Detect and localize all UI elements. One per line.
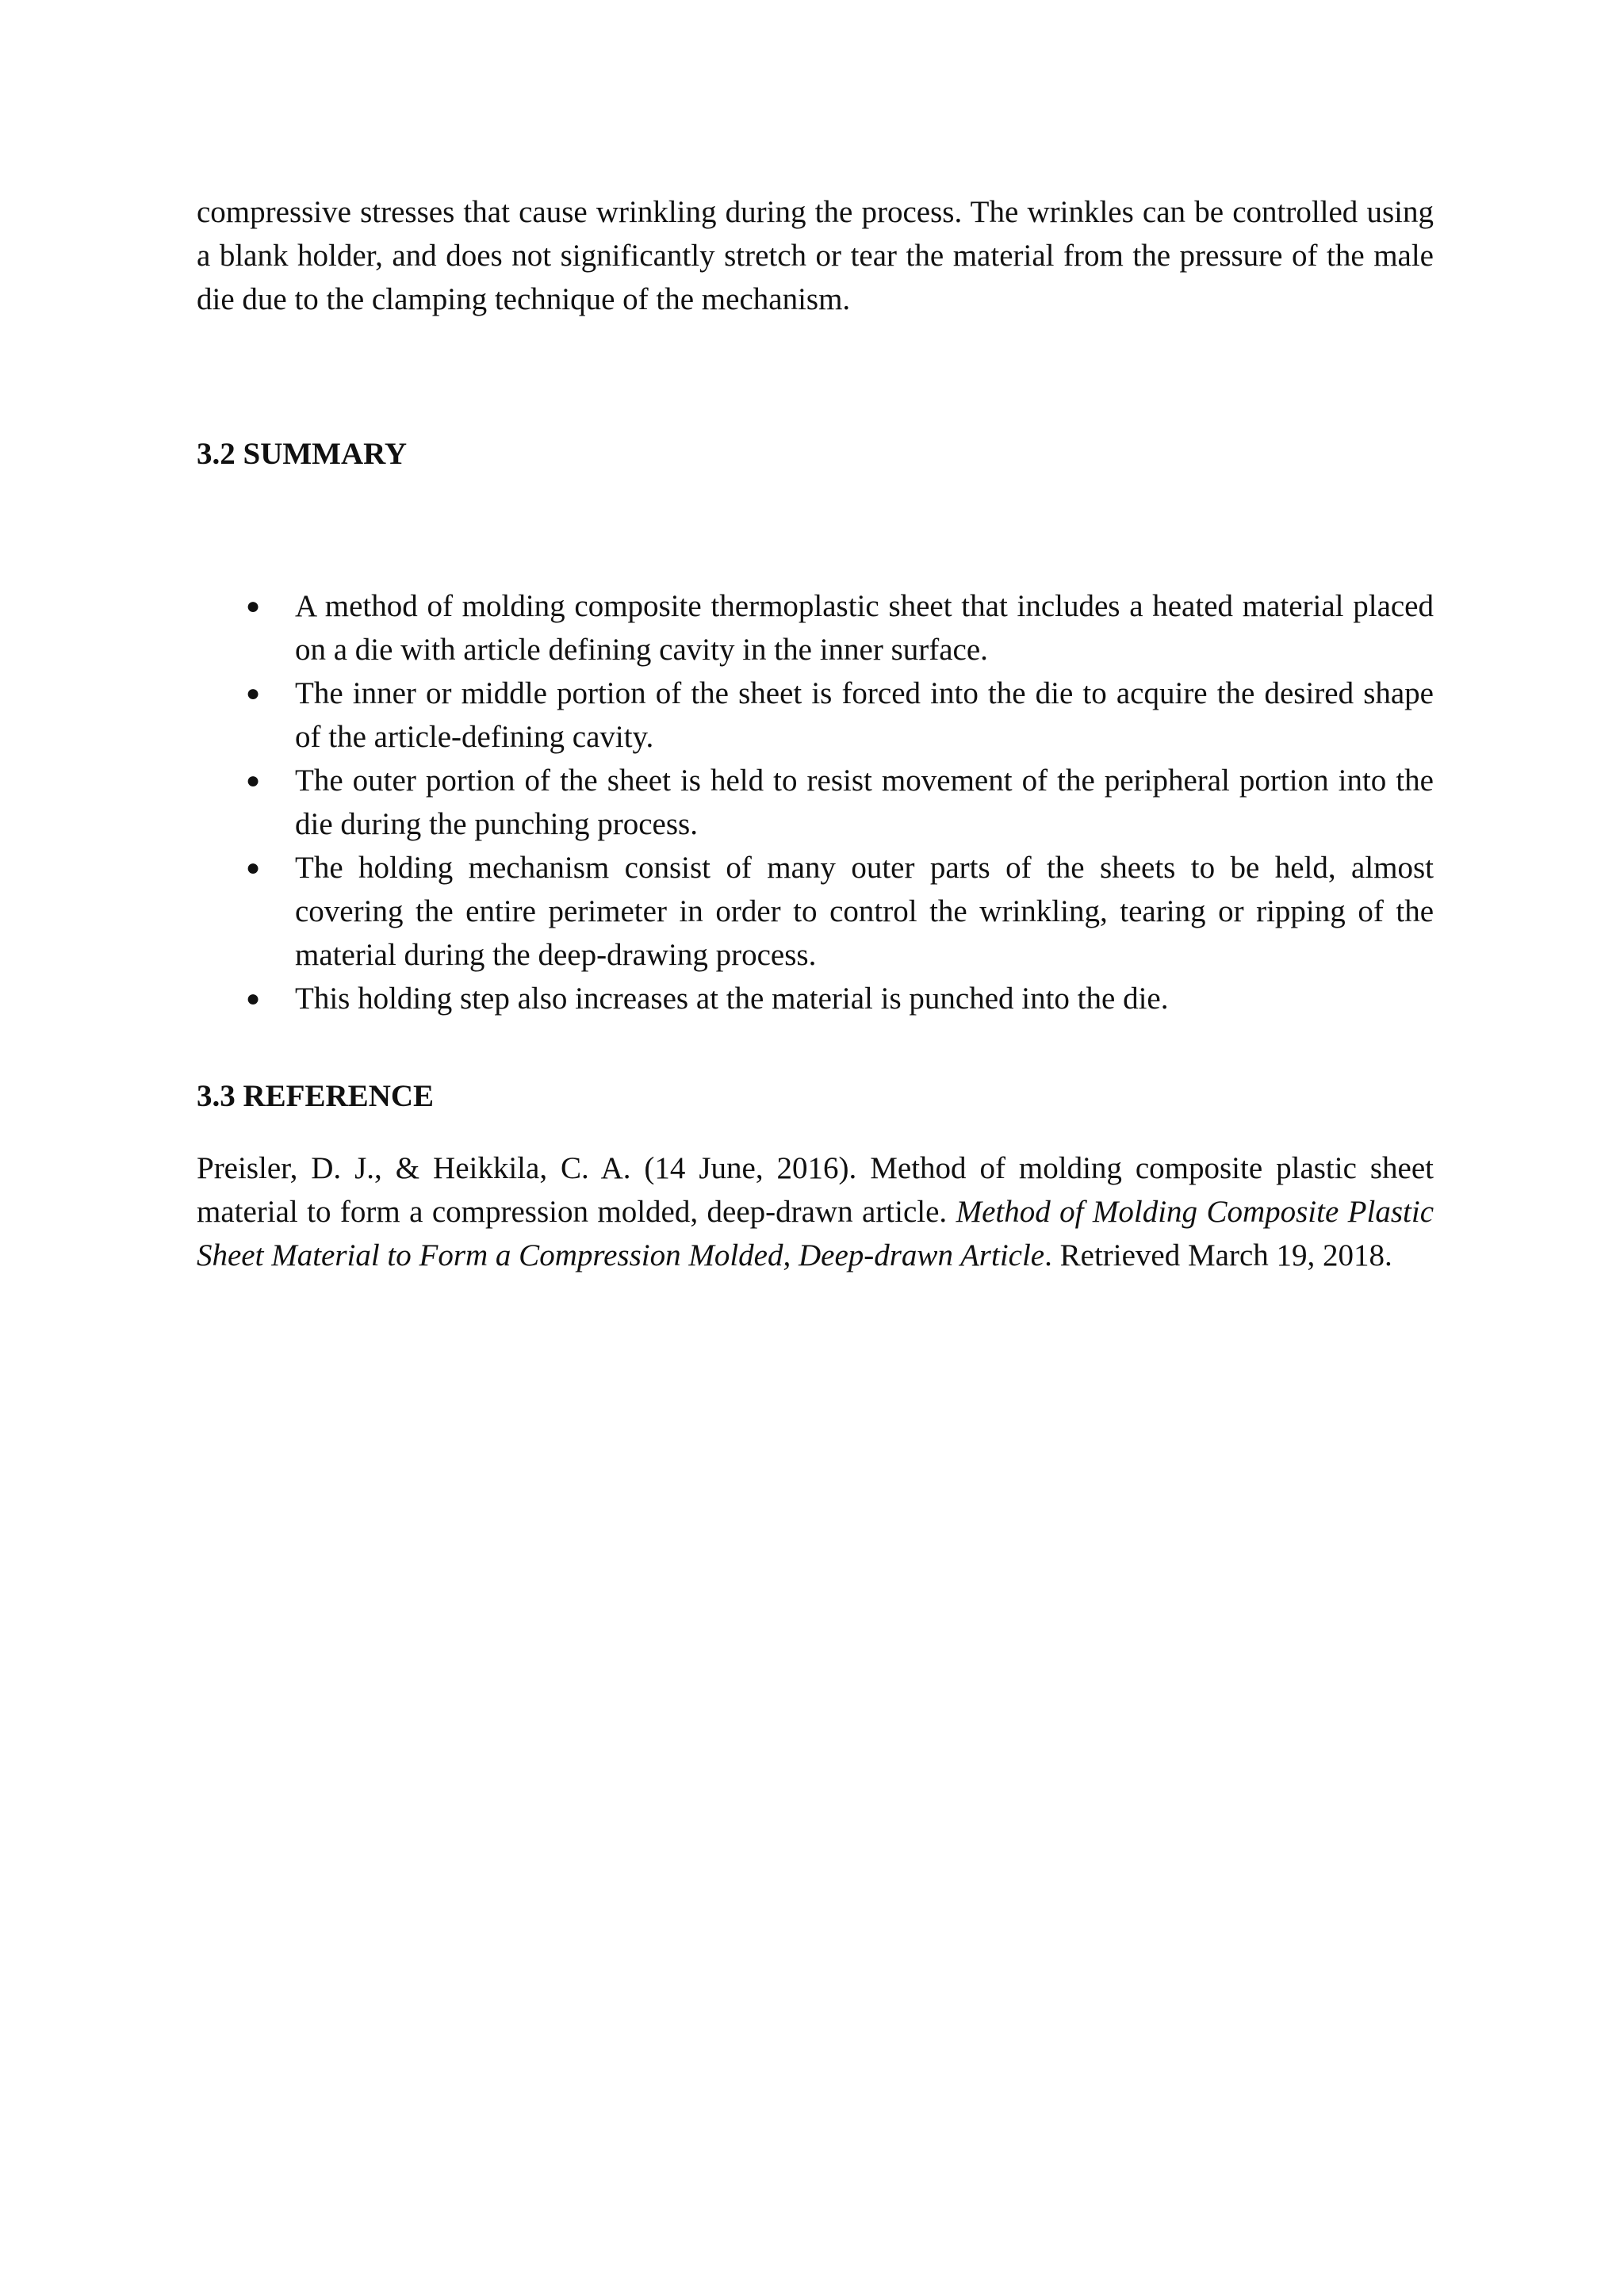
list-item-text: The outer portion of the sheet is held to resist movement of the peripheral portion into the die during the punching process. — [295, 763, 1434, 841]
reference-citation — [197, 1146, 1434, 1277]
list-item-text: This holding step also increases at the material is punched into the die. — [295, 982, 1169, 1016]
list-item-text: The inner or middle portion of the sheet is forced into the die to acquire the desired shape of the article-defining cavity. — [295, 676, 1434, 754]
intro-paragraph: compressive stresses that cause wrinkling during the process. The wrinkles can be controlled using a blank holder, and does not significantly stretch or tear the material from the pressure of the male die due to the clamping technique of the mechanism. — [197, 195, 1434, 316]
list-item-text: The holding mechanism consist of many outer parts of the sheets to be held, almost covering the entire perimeter in order to control the wrinkling, tearing or ripping of the material during the deep-drawing process. — [295, 851, 1434, 972]
summary-list — [197, 584, 1434, 1020]
list-item — [197, 759, 1434, 846]
summary-heading: 3.2 SUMMARY — [197, 437, 408, 471]
citation-source-title: Method of Molding Composite Plastic Sheet Material to Form a Compression Molded, Deep-drawn Article — [197, 1195, 1434, 1272]
citation-authors-and-title: Preisler, D. J., & Heikkila, C. A. (14 June, 2016). Method of molding composite plastic sheet material to form a compression molded, deep-drawn article. — [197, 1151, 1434, 1229]
document-page — [197, 190, 1434, 1277]
bullet-icon: ● — [246, 680, 261, 706]
list-item — [197, 672, 1434, 759]
bullet-icon: ● — [246, 855, 261, 881]
bullet-icon: ● — [246, 593, 261, 619]
citation-retrieved: . Retrieved March 19, 2018. — [1044, 1238, 1392, 1272]
list-item — [197, 977, 1434, 1020]
list-item — [197, 584, 1434, 672]
bullet-icon: ● — [246, 985, 261, 1012]
reference-heading: 3.3 REFERENCE — [197, 1079, 435, 1113]
list-item-text: A method of molding composite thermoplastic sheet that includes a heated material placed on a die with article defining cavity in the inner surface. — [295, 589, 1434, 667]
bullet-icon: ● — [246, 767, 261, 794]
list-item — [197, 846, 1434, 977]
